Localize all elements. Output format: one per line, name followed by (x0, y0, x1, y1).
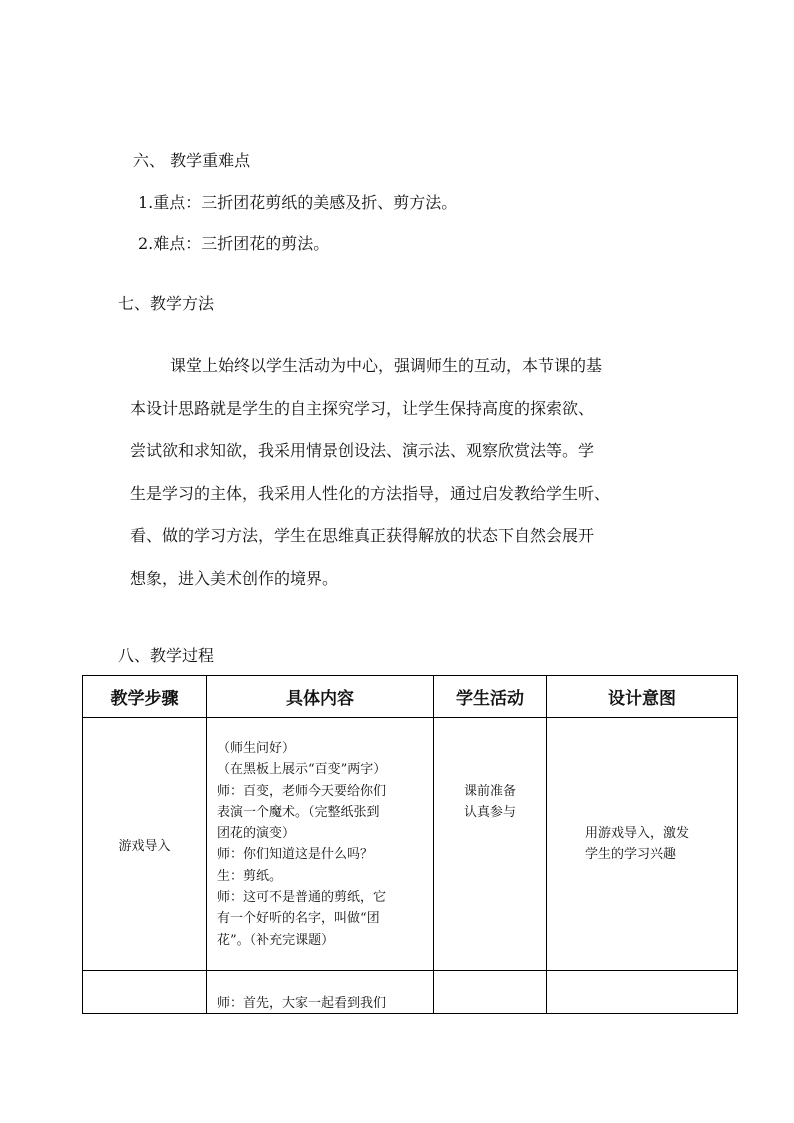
content-line: 师：首先，大家一起看到我们 (217, 996, 387, 1011)
table-row (83, 718, 738, 971)
content-line: 团花的演变） (217, 826, 296, 842)
cell-activity (434, 971, 547, 1014)
content-line: 花”。（补充完课题） (217, 932, 335, 948)
section-8-heading: 八、教学过程 (118, 646, 215, 665)
cell-intent (547, 971, 738, 1014)
table-row (83, 971, 738, 1014)
content-line: （师生问好） (217, 741, 296, 756)
section-7-heading: 七、教学方法 (118, 294, 215, 313)
cell-content (207, 718, 434, 971)
cell-intent (547, 718, 738, 971)
table-header-row (83, 676, 738, 718)
key-point-item: 1.重点：三折团花剪纸的美感及折、剪方法。 (138, 193, 458, 212)
content-line: 生：剪纸。 (217, 868, 283, 884)
paragraph-line: 尝试欲和求知欲，我采用情景创设法、演示法、观察欣赏法等。学 (130, 441, 595, 460)
cell-activity (434, 718, 547, 971)
content-line: 师：你们知道这是什么吗？ (217, 847, 374, 863)
cell-content (207, 971, 434, 1014)
paragraph-line: 看、做的学习方法，学生在思维真正获得解放的状态下自然会展开 (130, 526, 595, 545)
difficult-point-item: 2.难点：三折团花的剪法。 (138, 234, 330, 253)
header-content: 具体内容 (207, 676, 434, 718)
teaching-process-table (82, 675, 738, 1014)
paragraph-line: 课堂上始终以学生活动为中心，强调师生的互动，本节课的基 (170, 356, 603, 375)
cell-step: 游戏导入 (83, 718, 207, 971)
header-intent: 设计意图 (547, 676, 738, 718)
content-line: （在黑板上展示“百变”两字） (217, 762, 387, 778)
cell-step (83, 971, 207, 1014)
teaching-method-paragraph (130, 345, 690, 600)
content-line: 师：这可不是普通的剪纸，它 (217, 890, 387, 906)
content-line: 表演一个魔术。（完整纸张到 (217, 804, 380, 820)
paragraph-line: 想象，进入美术创作的境界。 (130, 568, 339, 588)
content-line: 有一个好听的名字，叫做“团 (217, 911, 380, 927)
activity-line: 认真参与 (463, 805, 516, 820)
paragraph-line: 本设计思路就是学生的自主探究学习，让学生保持高度的探索欲、 (130, 398, 595, 418)
section-6-heading: 六、 教学重难点 (133, 151, 251, 170)
intent-line: 学生的学习兴趣 (585, 847, 677, 862)
intent-line: 用游戏导入，激发 (585, 826, 690, 841)
paragraph-line: 生是学习的主体，我采用人性化的方法指导，通过启发教给学生听、 (130, 483, 611, 503)
activity-line: 课前准备 (463, 784, 516, 799)
header-activity: 学生活动 (434, 676, 547, 718)
header-step: 教学步骤 (83, 676, 207, 718)
content-line: 师：百变，老师今天要给你们 (217, 783, 387, 799)
